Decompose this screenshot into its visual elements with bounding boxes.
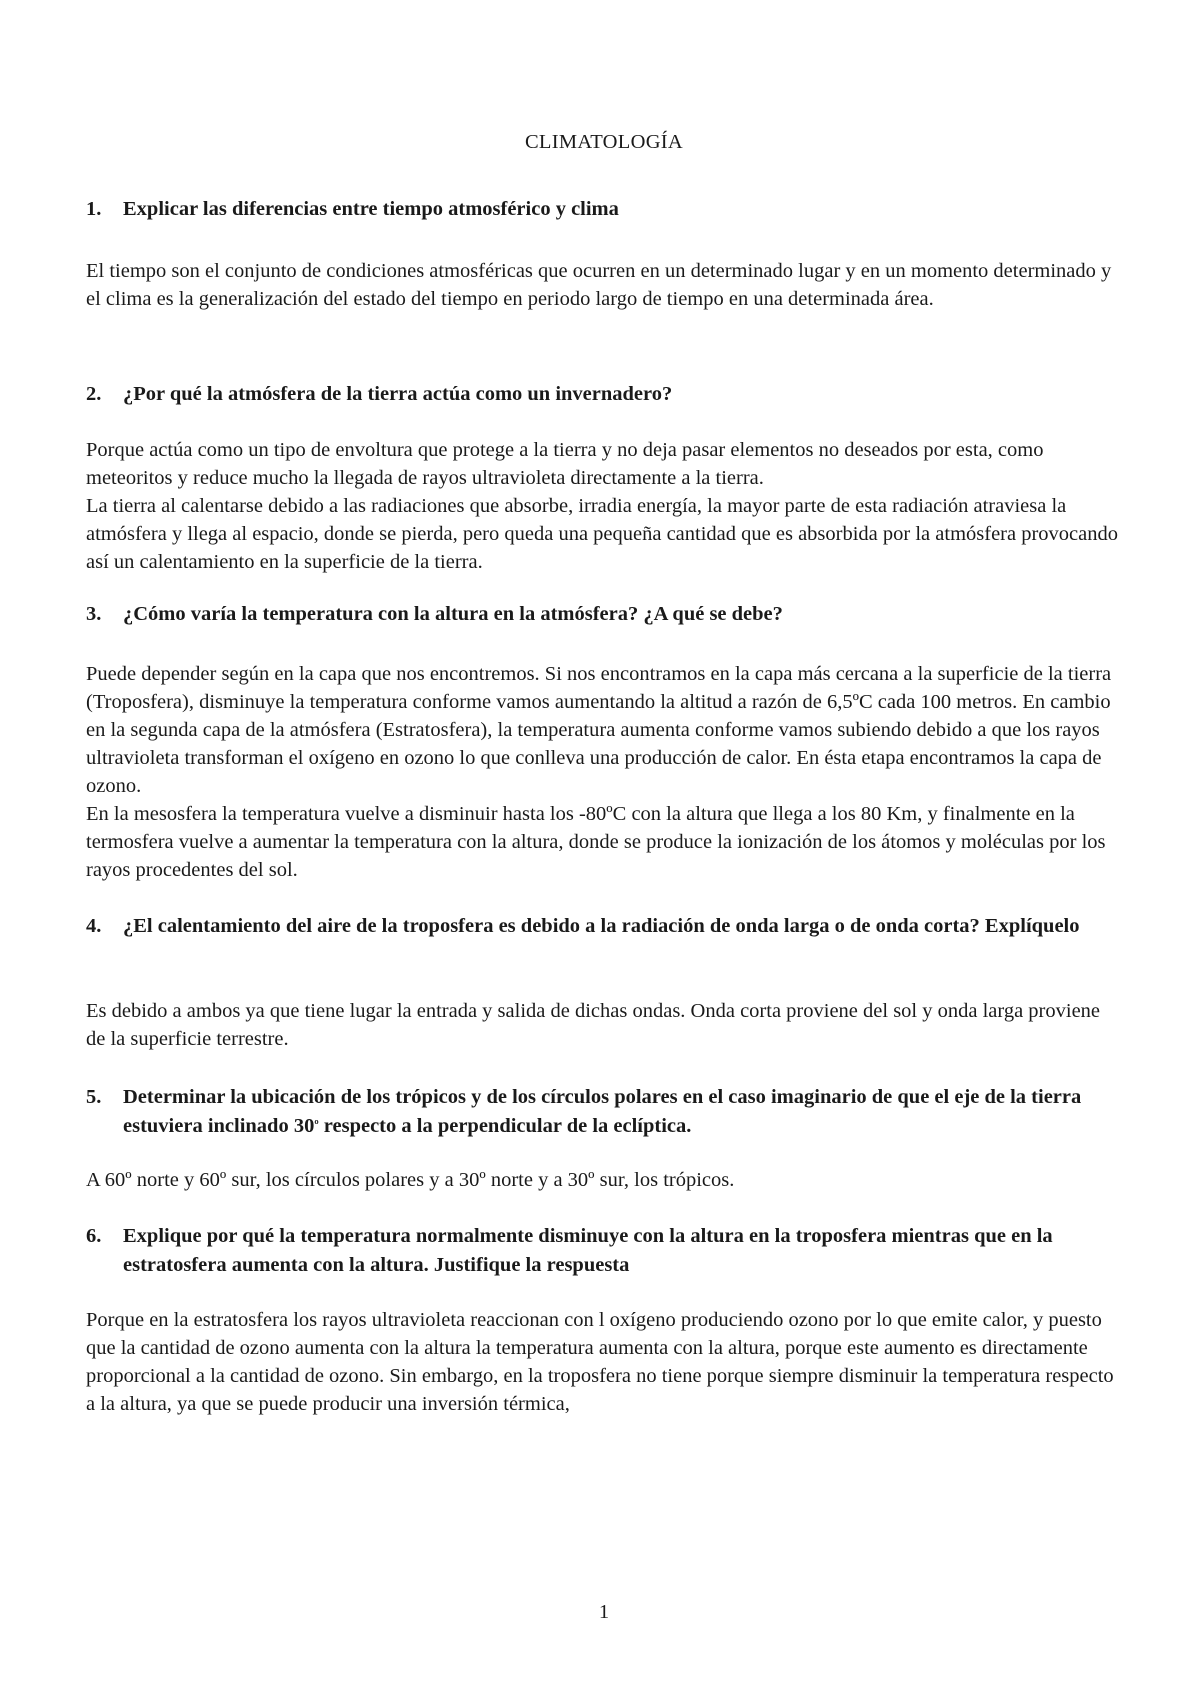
document-title: CLIMATOLOGÍA <box>524 131 684 153</box>
page-number: 1 <box>598 1601 610 1623</box>
question-text: ¿Por qué la atmósfera de la tierra actúa como un invernadero? <box>123 383 673 405</box>
answer-paragraph: El tiempo son el conjunto de condiciones atmosféricas que ocurren en un determinado lugar y en un momento determinado y el clima es la generalización del estado del tiempo en periodo largo de tiempo en una determinada área. <box>86 260 1112 310</box>
question-text: Explicar las diferencias entre tiempo atmosférico y clima <box>123 198 619 220</box>
question-number: 6. <box>86 1225 102 1247</box>
answer-1 <box>86 257 1122 313</box>
degree-symbol: º <box>314 1117 319 1132</box>
question-5 <box>86 1083 1122 1141</box>
answer-paragraph: Porque actúa como un tipo de envoltura que protege a la tierra y no deja pasar elementos no deseados por esta, como meteoritos y reduce mucho la llegada de rayos ultravioleta directamente a la tierra. <box>86 439 1044 489</box>
answer-paragraph: La tierra al calentarse debido a las radiaciones que absorbe, irradia energía, la mayor parte de esta radiación atraviesa la atmósfera y llega al espacio, donde se pierda, pero queda una pequeña cantidad que es absorbida por la atmósfera provocando así un calentamiento en la superficie de la tierra. <box>86 495 1118 573</box>
answer-5 <box>86 1166 1122 1194</box>
question-text-part: Determinar la ubicación de los trópicos y de los círculos polares en el caso imaginario de que el eje de la tierra estuviera inclinado 30 <box>123 1086 1082 1137</box>
question-text <box>123 1083 1122 1141</box>
question-number: 2. <box>86 383 102 405</box>
question-text-part: respecto a la perpendicular de la eclíptica. <box>318 1115 692 1137</box>
answer-paragraph: Es debido a ambos ya que tiene lugar la entrada y salida de dichas ondas. Onda corta proviene del sol y onda larga proviene de la superficie terrestre. <box>86 1000 1101 1050</box>
question-1 <box>86 195 1122 224</box>
answer-paragraph: A 60º norte y 60º sur, los círculos polares y a 30º norte y a 30º sur, los trópicos. <box>86 1169 735 1191</box>
question-3 <box>86 600 1122 629</box>
question-text: ¿El calentamiento del aire de la troposfera es debido a la radiación de onda larga o de onda corta? Explíquelo <box>123 915 1080 937</box>
answer-2 <box>86 436 1122 576</box>
answer-paragraph: Porque en la estratosfera los rayos ultravioleta reaccionan con l oxígeno produciendo ozono por lo que emite calor, y puesto que la cantidad de ozono aumenta con la altura la temperatura aumenta con la altura, porque este aumento es directamente proporcional a la cantidad de ozono. Sin embargo, en la troposfera no tiene porque siempre disminuir la temperatura respecto a la altura, ya que se puede producir una inversión térmica, <box>86 1309 1114 1415</box>
question-number: 1. <box>86 198 102 220</box>
answer-3 <box>86 660 1122 884</box>
answer-paragraph: Puede depender según en la capa que nos encontremos. Si nos encontramos en la capa más cercana a la superficie de la tierra (Troposfera), disminuye la temperatura conforme vamos aumentando la altitud a razón de 6,5ºC cada 100 metros. En cambio en la segunda capa de la atmósfera (Estratosfera), la temperatura aumenta conforme vamos subiendo debido a que los rayos ultravioleta transforman el oxígeno en ozono lo que conlleva una producción de calor. En ésta etapa encontramos la capa de ozono. <box>86 663 1112 797</box>
question-text: Explique por qué la temperatura normalmente disminuye con la altura en la troposfera mientras que en la estratosfera aumenta con la altura. Justifique la respuesta <box>123 1225 1053 1276</box>
question-4 <box>86 912 1122 941</box>
question-6 <box>86 1222 1122 1280</box>
answer-paragraph: En la mesosfera la temperatura vuelve a disminuir hasta los -80ºC con la altura que llega a los 80 Km, y finalmente en la termosfera vuelve a aumentar la temperatura con la altura, donde se produce la ionización de los átomos y moléculas por los rayos procedentes del sol. <box>86 803 1106 881</box>
question-number: 5. <box>86 1086 102 1108</box>
question-number: 3. <box>86 603 102 625</box>
question-number: 4. <box>86 915 102 937</box>
document-page <box>86 0 1122 1698</box>
answer-4 <box>86 997 1122 1053</box>
question-2 <box>86 380 1122 409</box>
answer-6 <box>86 1306 1122 1418</box>
question-text: ¿Cómo varía la temperatura con la altura en la atmósfera? ¿A qué se debe? <box>123 603 783 625</box>
